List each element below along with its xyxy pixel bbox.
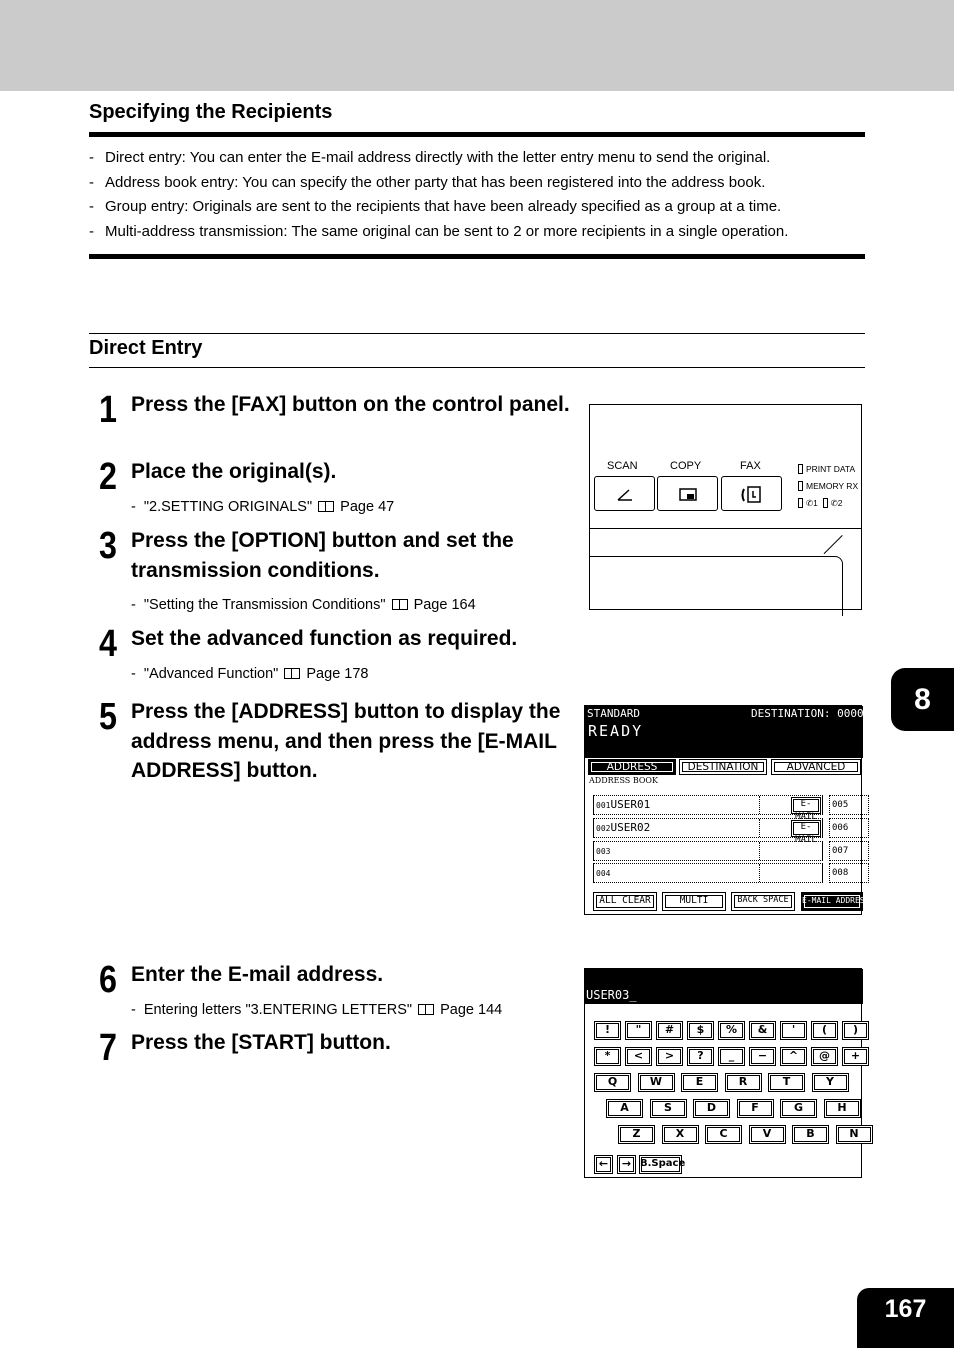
- email-button-001[interactable]: E-MAIL: [791, 797, 821, 814]
- step-number: 1: [99, 389, 117, 431]
- tab-destination[interactable]: DESTINATION: [679, 759, 767, 775]
- book-icon: [318, 501, 334, 512]
- key[interactable]: Z: [618, 1125, 655, 1144]
- book-icon: [418, 1004, 434, 1015]
- key[interactable]: C: [705, 1125, 742, 1144]
- section-title-recipients: Specifying the Recipients: [89, 101, 333, 123]
- step-number: 2: [99, 456, 117, 498]
- step-2-reference: - "2.SETTING ORIGINALS" Page 47: [131, 499, 395, 515]
- key[interactable]: G: [780, 1099, 817, 1118]
- key[interactable]: >: [656, 1047, 683, 1066]
- key[interactable]: $: [687, 1021, 714, 1040]
- step-4-reference: - "Advanced Function" Page 178: [131, 666, 369, 682]
- key[interactable]: V: [749, 1125, 786, 1144]
- copy-label: COPY: [670, 460, 702, 472]
- key[interactable]: @: [811, 1047, 838, 1066]
- key[interactable]: (: [811, 1021, 838, 1040]
- step-text: Place the original(s).: [131, 460, 337, 483]
- copy-icon: [678, 485, 698, 503]
- address-row-007[interactable]: 007: [829, 841, 869, 861]
- step-text: Press the [ADDRESS] button to display the address menu, and then press the [E-MAIL ADDRESS] button.: [131, 700, 561, 782]
- key[interactable]: S: [650, 1099, 687, 1118]
- divider: [89, 367, 865, 368]
- list-item: - Group entry: Originals are sent to the recipients that have been already specified as a group at a time.: [89, 198, 782, 215]
- key[interactable]: !: [594, 1021, 621, 1040]
- key[interactable]: %: [718, 1021, 745, 1040]
- step-number: 6: [99, 959, 117, 1001]
- list-item: - Multi-address transmission: The same original can be sent to 2 or more recipients in a single operation.: [89, 222, 789, 240]
- step-number: 7: [99, 1027, 117, 1069]
- divider: [89, 132, 865, 137]
- tab-address[interactable]: ADDRESS: [588, 759, 676, 775]
- email-button-002[interactable]: E-MAIL: [791, 820, 821, 837]
- scan-label: SCAN: [607, 460, 638, 472]
- address-row-006[interactable]: 006: [829, 818, 869, 838]
- step-text: Press the [START] button.: [131, 1031, 391, 1054]
- key[interactable]: T: [768, 1073, 805, 1092]
- address-row-004[interactable]: 004: [593, 863, 823, 883]
- tab-advanced[interactable]: ADVANCED: [771, 759, 861, 775]
- step-number: 5: [99, 696, 117, 738]
- book-icon: [392, 599, 408, 610]
- key[interactable]: #: [656, 1021, 683, 1040]
- input-bar: [585, 969, 863, 1004]
- key[interactable]: ^: [780, 1047, 807, 1066]
- key[interactable]: ): [842, 1021, 869, 1040]
- destination-count: DESTINATION: 0000: [751, 707, 864, 720]
- ready-status: READY: [588, 722, 644, 740]
- step-text: Enter the E-mail address.: [131, 963, 384, 986]
- control-panel-illustration: [589, 404, 862, 610]
- book-icon: [284, 668, 300, 679]
- key[interactable]: ": [625, 1021, 652, 1040]
- step-number: 3: [99, 525, 117, 567]
- back-space-button[interactable]: BACK SPACE: [731, 892, 795, 911]
- key[interactable]: &: [749, 1021, 776, 1040]
- address-row-003[interactable]: 003: [593, 841, 823, 861]
- address-row-002[interactable]: 002USER02: [593, 818, 823, 838]
- address-row-001[interactable]: 001USER01: [593, 795, 823, 815]
- key[interactable]: A: [606, 1099, 643, 1118]
- key[interactable]: ?: [687, 1047, 714, 1066]
- key[interactable]: Y: [812, 1073, 849, 1092]
- key[interactable]: +: [842, 1047, 869, 1066]
- key[interactable]: E: [681, 1073, 718, 1092]
- key[interactable]: −: [749, 1047, 776, 1066]
- backspace-key[interactable]: B.Space: [639, 1155, 682, 1174]
- fax-label: FAX: [740, 460, 761, 472]
- mode-label: STANDARD: [587, 707, 640, 720]
- step-3-reference: - "Setting the Transmission Conditions" Page 164: [131, 597, 476, 613]
- step-6-reference: - Entering letters "3.ENTERING LETTERS" Page 144: [131, 1002, 503, 1018]
- left-arrow-key[interactable]: ←: [594, 1155, 613, 1174]
- key[interactable]: R: [725, 1073, 762, 1092]
- header-band: [0, 0, 954, 91]
- key[interactable]: _: [718, 1047, 745, 1066]
- key[interactable]: D: [693, 1099, 730, 1118]
- fax-button[interactable]: [721, 476, 782, 511]
- fax-icon: [742, 485, 764, 505]
- key[interactable]: F: [737, 1099, 774, 1118]
- scan-icon: [615, 485, 635, 503]
- key[interactable]: X: [662, 1125, 699, 1144]
- page-number: 167: [857, 1288, 954, 1348]
- print-data-indicator: PRINT DATA: [798, 464, 855, 474]
- step-text: Press the [OPTION] button and set the transmission conditions.: [131, 529, 514, 582]
- right-arrow-key[interactable]: →: [617, 1155, 636, 1174]
- key[interactable]: H: [824, 1099, 861, 1118]
- address-screen: [584, 705, 870, 915]
- recipients-list: [89, 148, 869, 246]
- divider: [89, 254, 865, 259]
- email-input[interactable]: USER03_: [586, 988, 637, 1002]
- all-clear-button[interactable]: ALL CLEAR: [593, 892, 657, 911]
- status-bar: [585, 706, 863, 758]
- key[interactable]: *: [594, 1047, 621, 1066]
- section-title-direct-entry: Direct Entry: [89, 337, 203, 359]
- email-address-button[interactable]: E-MAIL ADDRESS: [801, 892, 863, 911]
- address-row-008[interactable]: 008: [829, 863, 869, 883]
- key[interactable]: W: [638, 1073, 675, 1092]
- key[interactable]: <: [625, 1047, 652, 1066]
- list-item: - Direct entry: You can enter the E-mail address directly with the letter entry menu to send the original.: [89, 149, 771, 166]
- letter-entry-screen: [584, 968, 862, 1178]
- line-indicators: ✆1 ✆2: [798, 498, 842, 509]
- key[interactable]: ': [780, 1021, 807, 1040]
- key[interactable]: B: [792, 1125, 829, 1144]
- step-text: Set the advanced function as required.: [131, 627, 518, 650]
- memory-rx-indicator: MEMORY RX: [798, 481, 858, 491]
- list-item: - Address book entry: You can specify the other party that has been registered into the address book.: [89, 173, 766, 191]
- multi-button[interactable]: MULTI: [662, 892, 726, 911]
- step-number: 4: [99, 623, 117, 665]
- chapter-tab: 8: [891, 668, 954, 731]
- copy-button[interactable]: [657, 476, 718, 511]
- address-row-005[interactable]: 005: [829, 795, 869, 815]
- scan-button[interactable]: [594, 476, 655, 511]
- step-text: Press the [FAX] button on the control panel.: [131, 393, 570, 416]
- address-book-label: ADDRESS BOOK: [589, 776, 658, 785]
- key[interactable]: Q: [594, 1073, 631, 1092]
- key[interactable]: N: [836, 1125, 873, 1144]
- divider: [89, 333, 865, 334]
